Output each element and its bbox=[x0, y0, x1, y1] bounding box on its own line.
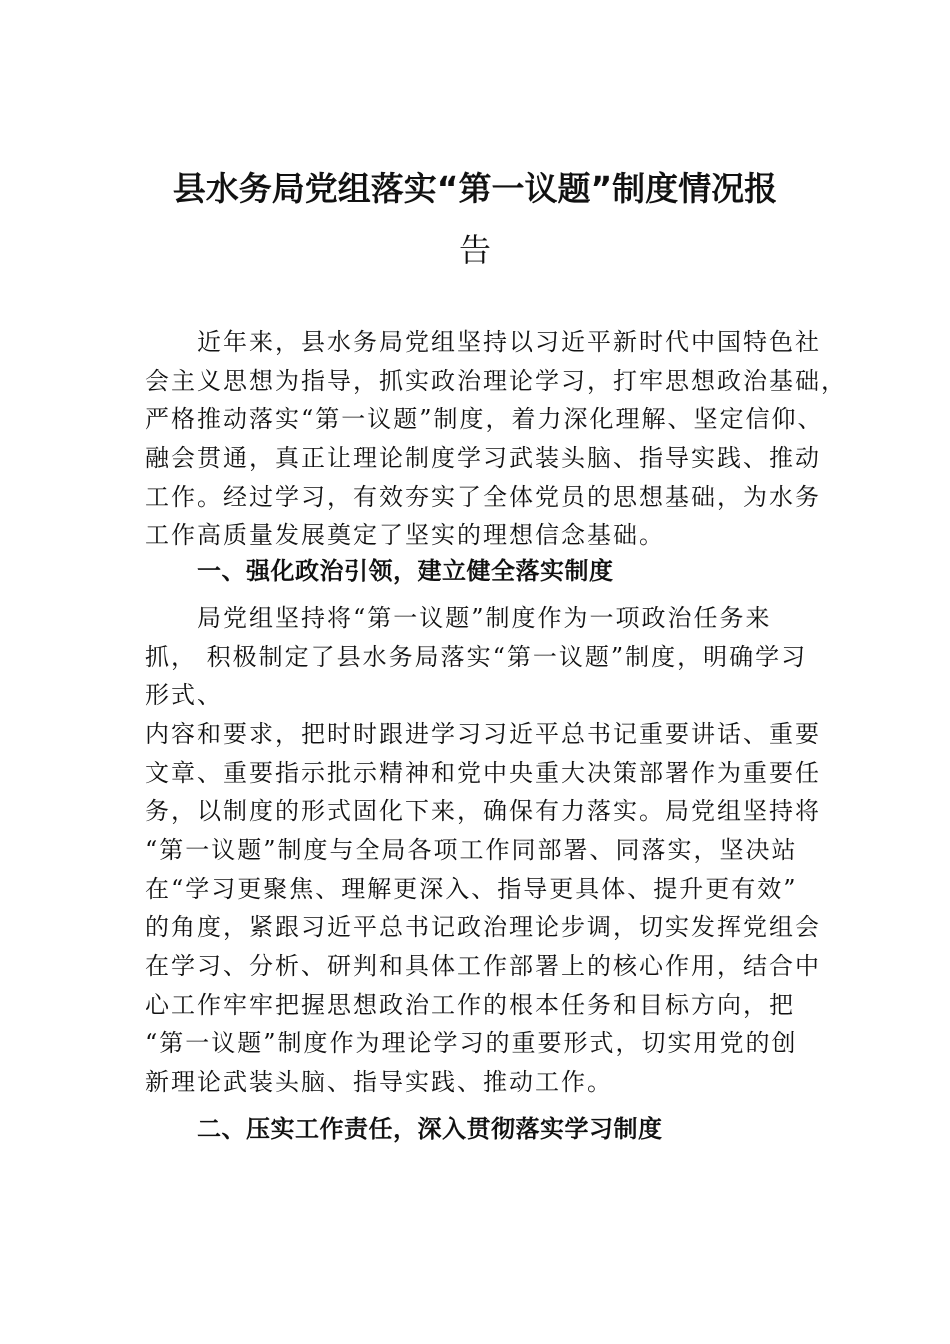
paragraph-line: 会主义思想为指导，抓实政治理论学习，打牢思想政治基础， bbox=[145, 366, 847, 395]
paragraph-line: “第一议题”制度与全局各项工作同部署、同落实，坚决站 bbox=[145, 835, 798, 864]
paragraph-line: 的角度，紧跟习近平总书记政治理论步调，切实发挥党组会 bbox=[145, 913, 821, 942]
paragraph-line: 工作。经过学习，有效夯实了全体党员的思想基础，为水务 bbox=[145, 482, 821, 511]
document-body bbox=[145, 323, 847, 1148]
paragraph-line: 文章、重要指示批示精神和党中央重大决策部署作为重要任 bbox=[145, 758, 821, 787]
section-heading: 二、压实工作责任，深入贯彻落实学习制度 bbox=[197, 1114, 663, 1143]
paragraph-line: 局党组坚持将“第一议题”制度作为一项政治任务来 bbox=[197, 603, 772, 632]
paragraph-line: 在学习、分析、研判和具体工作部署上的核心作用，结合中 bbox=[145, 952, 821, 980]
paragraph-line: “第一议题”制度作为理论学习的重要形式，切实用党的创 bbox=[145, 1029, 798, 1058]
paragraph-line: 内容和要求，把时时跟进学习习近平总书记重要讲话、重要 bbox=[145, 719, 821, 748]
document-title: 县水务局党组落实“第一议题”制度情况报 bbox=[172, 169, 778, 208]
paragraph-line: 务，以制度的形式固化下来，确保有力落实。局党组坚持将 bbox=[145, 797, 821, 826]
paragraph-line: 新理论武装头脑、指导实践、推动工作。 bbox=[145, 1068, 613, 1097]
paragraph-line: 形式、 bbox=[145, 681, 223, 710]
paragraph-line: 近年来，县水务局党组坚持以习近平新时代中国特色社 bbox=[197, 328, 821, 356]
paragraph-line: 抓， 积极制定了县水务局落实“第一议题”制度，明确学习 bbox=[145, 642, 808, 671]
paragraph-line: 在“学习更聚焦、理解更深入、指导更具体、提升更有效” bbox=[145, 874, 798, 903]
section-heading: 一、强化政治引领，建立健全落实制度 bbox=[197, 557, 614, 586]
paragraph-line: 工作高质量发展奠定了坚实的理想信念基础。 bbox=[145, 521, 665, 550]
document-title-continued: 告 bbox=[458, 231, 491, 269]
paragraph-line: 心工作牢牢把握思想政治工作的根本任务和目标方向，把 bbox=[145, 990, 795, 1019]
paragraph-line: 严格推动落实“第一议题”制度，着力深化理解、坚定信仰、 bbox=[145, 405, 824, 434]
paragraph-line: 融会贯通，真正让理论制度学习武装头脑、指导实践、推动 bbox=[145, 444, 821, 473]
